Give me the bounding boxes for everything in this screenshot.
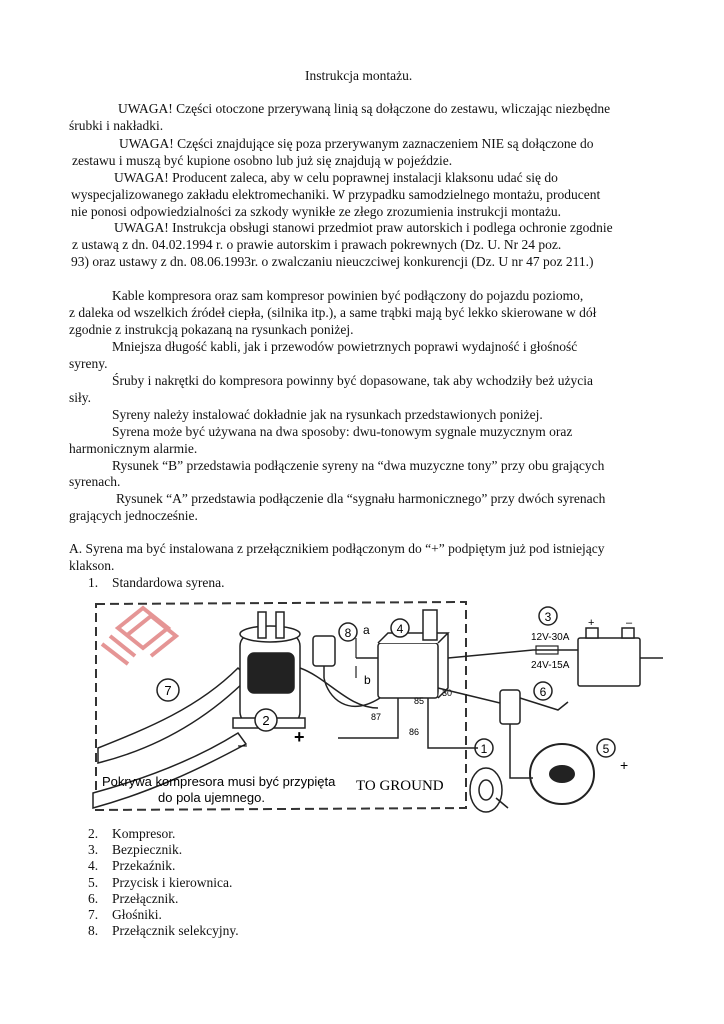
relay-pin-87: 87 [371, 712, 382, 722]
part-8-number: 8 [344, 626, 352, 640]
body-line: Mniejsza długość kabli, jak i przewodów powietrznych poprawi wydajność i głośność [112, 339, 578, 354]
selector-switch-icon [313, 636, 335, 678]
bracket-icon [423, 610, 437, 640]
relay-pin-86: 86 [409, 727, 420, 737]
list-item [88, 842, 239, 858]
body-line: zgodnie z instrukcją pokazaną na rysunkach poniżej. [69, 322, 354, 337]
list-item-label: Przełącznik. [112, 890, 179, 906]
diagram-caption-line2: do pola ujemnego. [158, 790, 265, 805]
list-item-number: 6. [88, 890, 99, 906]
body-line: z daleka od wszelkich źródeł ciepła, (silnika itp.), a same trąbki mają być lekko skierowane w dół [69, 305, 597, 320]
warning-line: UWAGA! Instrukcja obsługi stanowi przedmiot praw autorskich i podlega ochronie zgodnie [114, 220, 613, 235]
warning-line: nie ponosi odpowiedzialności za szkody wynikłe ze złego zrozumienia instrukcji montażu. [71, 204, 561, 219]
list-item [88, 891, 239, 907]
warning-line: z ustawą z dn. 04.02.1994 r. o prawie autorskim i prawach pokrewnych (Dz. U. Nr 24 poz. [72, 237, 562, 252]
page-title: Instrukcja montażu. [305, 68, 413, 83]
wiring-diagram [88, 598, 672, 820]
sub-item [88, 575, 224, 591]
switch-b-label: b [364, 673, 371, 687]
battery-icon [578, 628, 640, 686]
warning-line: UWAGA! Części znajdujące się poza przerywanym zaznaczeniem NIE są dołączone do [119, 136, 594, 151]
list-item-label: Bezpiecznik. [112, 842, 183, 858]
warning-line: 93) oraz ustawy z dn. 08.06.1993r. o zwalczaniu nieuczciwej konkurencji (Dz. U nr 47 poz 211.) [71, 254, 594, 269]
battery-minus: – [626, 617, 633, 629]
body-line: harmonicznym alarmie. [69, 441, 198, 456]
list-item-number: 2. [88, 826, 99, 841]
part-3-number: 3 [544, 610, 552, 624]
part-6-number: 6 [539, 685, 547, 699]
list-item-label: Kompresor. [112, 826, 176, 841]
list-item [88, 875, 239, 891]
parts-list [88, 826, 239, 939]
body-line: Rysunek “A” przedstawia podłączenie dla “sygnału harmonicznego” przy dwóch syrenach [116, 491, 606, 506]
fuse-24v-label: 24V-15A [531, 660, 570, 671]
list-item [88, 923, 239, 939]
list-item-label: Głośniki. [112, 906, 162, 922]
body-line: syrenach. [69, 474, 121, 489]
list-item [88, 907, 239, 923]
list-item-number: 4. [88, 858, 99, 874]
sub-item-number: 1. [88, 575, 99, 590]
list-item-number: 5. [88, 874, 99, 890]
list-item-number: 3. [88, 842, 99, 858]
list-item-label: Przekaźnik. [112, 858, 176, 874]
list-item [88, 826, 239, 842]
body-line: grających jednocześnie. [69, 508, 198, 523]
body-line: Syrena może być używana na dwa sposoby: dwu-tonowym sygnale muzycznym oraz [112, 424, 573, 439]
warning-line: UWAGA! Części otoczone przerywaną linią są dołączone do zestawu, wliczając niezbędne [118, 101, 611, 116]
relay-icon [378, 633, 448, 698]
section-a-line: klakson. [69, 558, 115, 573]
list-item-label: Przycisk i kierownica. [112, 874, 233, 890]
horn-button-plus: + [620, 757, 629, 773]
warning-line: UWAGA! Producent zaleca, aby w celu poprawnej instalacji klaksonu udać się do [114, 170, 558, 185]
part-2-number: 2 [262, 713, 270, 728]
body-line: Rysunek “B” przedstawia podłączenie syreny na “dwa muzyczne tony” przy obu grających [112, 458, 605, 473]
warning-line: zestawu i muszą być kupione osobno lub już się znajdują w pojeździe. [72, 153, 453, 168]
part-7-number: 7 [164, 683, 172, 698]
body-line: Syreny należy instalować dokładnie jak na rysunkach przedstawionych poniżej. [112, 407, 543, 422]
warning-line: śrubki i nakładki. [69, 118, 164, 133]
body-line: syreny. [69, 356, 108, 371]
steering-wheel-icon [530, 744, 594, 804]
sub-item-label: Standardowa syrena. [112, 575, 225, 590]
to-ground-label: TO GROUND [356, 778, 444, 794]
list-item-number: 7. [88, 906, 99, 922]
diagram-caption-line1: Pokrywa kompresora musi być przypięta [102, 774, 336, 789]
compressor-plus: + [294, 727, 305, 747]
section-a-line: A. Syrena ma być instalowana z przełącznikiem podłączonym do “+” podpiętym już pod istniejący [69, 541, 605, 556]
logo-icon [102, 608, 176, 664]
relay-pin-30: 30 [442, 688, 453, 698]
part-5-number: 5 [602, 742, 610, 756]
fuse-12v-label: 12V-30A [531, 632, 570, 643]
toggle-switch-icon [500, 690, 568, 724]
compressor-minus: – [238, 737, 247, 754]
part-1-number: 1 [480, 742, 488, 756]
existing-horn-icon [470, 768, 502, 812]
body-line: Śruby i nakrętki do kompresora powinny być dopasowane, tak aby wchodziły beż użycia [112, 373, 593, 388]
list-item-label: Przełącznik selekcyjny. [112, 923, 239, 939]
warning-line: wyspecjalizowanego zakładu elektromechaniki. W przypadku samodzielnego montażu, producent [71, 187, 601, 202]
battery-plus: + [588, 617, 595, 629]
body-line: siły. [69, 390, 92, 405]
relay-pin-85: 85 [414, 696, 425, 706]
switch-a-label: a [363, 623, 370, 637]
list-item [88, 858, 239, 874]
body-line: Kable kompresora oraz sam kompresor powinien być podłączony do pojazdu poziomo, [112, 288, 584, 303]
list-item-number: 8. [88, 923, 99, 939]
part-4-number: 4 [396, 622, 404, 636]
